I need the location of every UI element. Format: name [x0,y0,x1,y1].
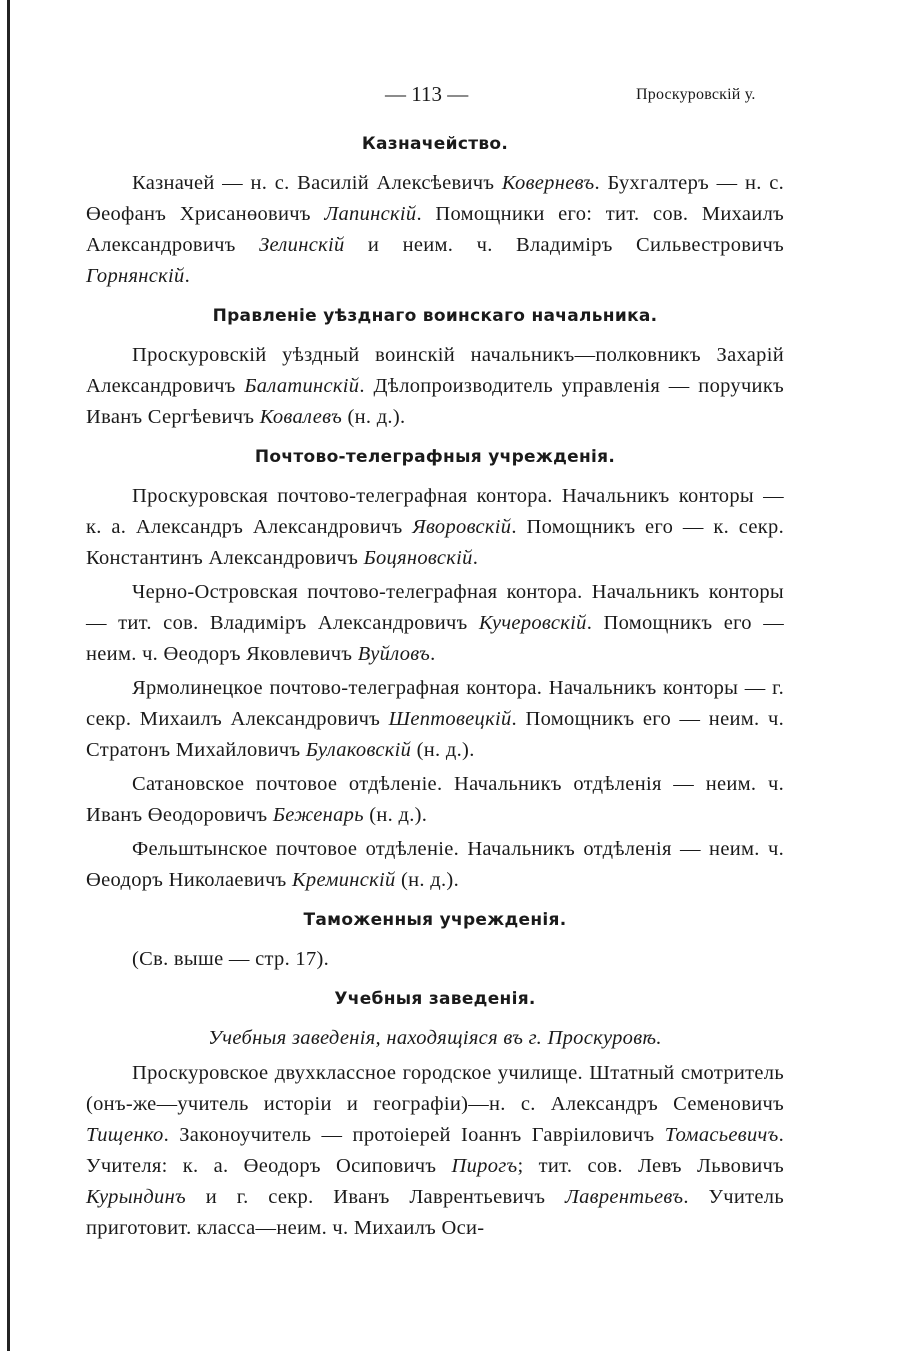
paragraph-customs: (Св. выше — стр. 17). [132,948,330,970]
paragraph-military-office: Проскуровскій уѣздный воинскій начальникъ—полковникъ Захарій Александровичъ Балатинскій. Дѣлопроизводитель управленія — поручикъ Иванъ Сергѣевичъ Ковалевъ (н. д.). [86,344,784,428]
page-header [0,82,900,112]
section-title-treasury: Казначейство. [361,134,509,154]
paragraph-postal-felshtyn: Фельштынское почтовое отдѣленіе. Начальникъ отдѣленія — неим. ч. Өеодоръ Николаевичъ Креминскій (н. д.). [86,838,784,891]
section-title-military-office: Правленіе уѣзднаго воинскаго начальника. [212,306,658,326]
running-head: Проскуровскій у. [636,86,756,103]
paragraph-postal-cherno-ostrov: Черно-Островская почтово-телеграфная контора. Начальникъ конторы — тит. сов. Владиміръ Александровичъ Кучеровскій. Помощникъ его — неим. ч. Өеодоръ Яковлевичъ Вуйловъ. [86,581,784,665]
paragraph-postal-yarmolintsy: Ярмолинецкое почтово-телеграфная контора. Начальникъ конторы — г. секр. Михаилъ Александровичъ Шептовецкій. Помощникъ его — неим. ч. Стратонъ Михайловичъ Булаковскій (н. д.). [86,677,784,761]
section-title-schools: Учебныя заведенія. [334,989,536,1009]
section-title-customs: Таможенныя учрежденія. [303,910,567,930]
page-binding-edge [7,0,10,1351]
section-title-postal: Почтово-телеграфныя учрежденія. [254,447,616,467]
page-body [86,120,784,1247]
paragraph-postal-proskurov: Проскуровская почтово-телеграфная контора. Начальникъ конторы — к. а. Александръ Александровичъ Яворовскій. Помощникъ его — к. секр. Константинъ Александровичъ Боцяновскій. [86,485,784,569]
page-number: — 113 — [385,82,469,106]
section-subtitle-schools: Учебныя заведенія, находящіяся въ г. Проскуровѣ. [208,1027,662,1049]
paragraph-treasury: Казначей — н. с. Василій Алексѣевичъ Коверневъ. Бухгалтеръ — н. с. Өеофанъ Хрисанөовичъ Лапинскій. Помощники его: тит. сов. Михаилъ Александровичъ Зелинскій и неим. ч. Владиміръ Сильвестровичъ Горнянскій. [86,172,785,287]
paragraph-school-proskurov: Проскуровское двухклассное городское училище. Штатный смотритель (онъ-же—учитель исторіи и географіи)—н. с. Александръ Семеновичъ Тищенко. Законоучитель — протоіерей Іоаннъ Гавріиловичъ Томасьевичъ. Учителя: к. а. Өеодоръ Осиповичъ Пирогъ; тит. сов. Левъ Львовичъ Курындинъ и г. секр. Иванъ Лаврентьевичъ Лаврентьевъ. Учитель приготовит. класса—неим. ч. Михаилъ Оси- [86,1062,784,1239]
paragraph-postal-satanov: Сатановское почтовое отдѣленіе. Начальникъ отдѣленія — неим. ч. Иванъ Өеодоровичъ Беженарь (н. д.). [86,773,784,826]
